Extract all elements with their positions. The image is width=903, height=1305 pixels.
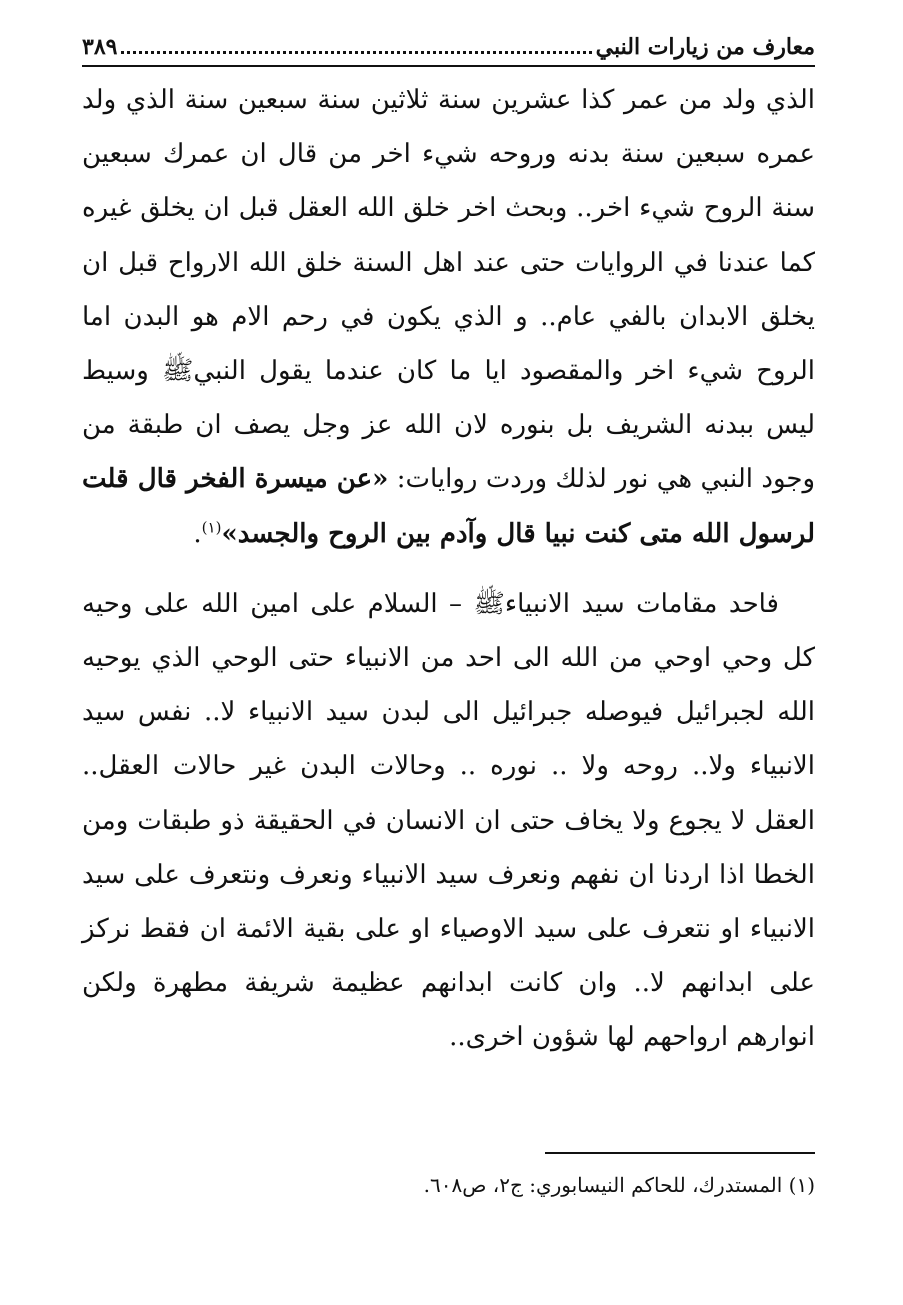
- paragraph-2: فاحد مقامات سيد الانبياءﷺ – السلام على امين الله على وحيه كل وحي اوحي من الله الى احد من الانبياء حتى الوحي الذي يوحيه الله لجبرائيل فيوصله جبرائيل الى لبدن سيد الانبياء لا.. نفس سيد الانبياء ولا.. روحه ولا .. نوره .. وحالات البدن غير حالات العقل.. العقل لا يجوع ولا يخاف حتى ان الانسان في الحقيقة ذو طبقات ومن الخطا اذا اردنا ان نفهم ونعرف سيد الانبياء ونعرف ونتعرف على سيد الانبياء او نتعرف على سيد الاوصياء او على بقية الائمة ان فقط نركز على ابدانهم لا.. وان كانت ابدانهم عظيمة شريفة مطهرة ولكن انوارهم ارواحهم لها شؤون اخرى..: [82, 588, 815, 1053]
- page: [82, 32, 815, 1262]
- hadith-quote: «عن ميسرة الفخر قال قلت لرسول الله متى كنت نبيا قال وآدم بين الروح والجسد»: [82, 464, 815, 549]
- quote-end: .: [193, 518, 202, 549]
- page-number: ٣٨٩: [82, 34, 118, 60]
- footnote-divider: [545, 1152, 815, 1154]
- footnote-reference: (١): [201, 517, 222, 536]
- paragraph-1: [82, 73, 815, 561]
- footnote: (١) المستدرك، للحاكم النيسابوري: ج٢، ص٦٠٨.: [423, 1173, 815, 1197]
- body-text: [82, 73, 815, 1065]
- running-header: [82, 32, 815, 67]
- dotted-leader: [121, 51, 591, 54]
- running-title: معارف من زيارات النبي: [595, 34, 815, 60]
- paragraph-1-text: الذي ولد من عمر كذا عشرين سنة ثلاثين سنة سبعين سنة الذي ولد عمره سبعين سنة بدنه وروحه شيء اخر من قال ان عمرك سبعين سنة الروح شيء اخر.. وبحث اخر خلق الله العقل قبل ان يخلق غيره كما عندنا في الروايات حتى عند اهل السنة خلق الله الارواح قبل ان يخلق الابدان بالفي عام.. و الذي يكون في رحم الام هو البدن اما الروح شيء اخر والمقصود ايا ما كان عندما يقول النبيﷺ وسيط ليس ببدنه الشريف بل بنوره لان الله عز وجل يصف ان طبقة من وجود النبي هي نور لذلك وردت روايات:: [82, 85, 816, 495]
